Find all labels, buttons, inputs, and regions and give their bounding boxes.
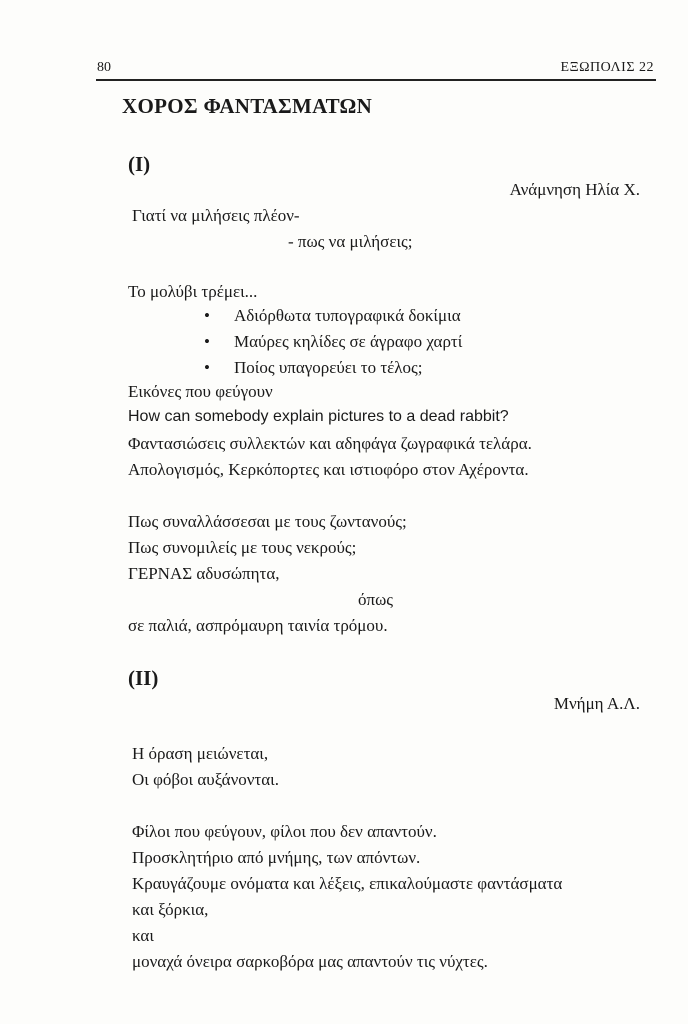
- page-number: 80: [97, 60, 111, 75]
- section-heading-2: (II): [128, 666, 159, 690]
- poem-line: How can somebody explain pictures to a dead rabbit?: [128, 408, 509, 425]
- poem-line: ΓΕΡΝΑΣ αδυσώπητα,: [128, 564, 280, 583]
- poem-line: Φαντασιώσεις συλλεκτών και αδηφάγα ζωγραφικά τελάρα.: [128, 434, 532, 453]
- bullet-text: Μαύρες κηλίδες σε άγραφο χαρτί: [234, 332, 463, 351]
- bullet-icon: •: [204, 332, 210, 351]
- bullet-text: Ποίος υπαγορεύει το τέλος;: [234, 358, 423, 377]
- poem-line: Το μολύβι τρέμει...: [128, 282, 258, 301]
- poem-line: Κραυγάζουμε ονόματα και λέξεις, επικαλούμαστε φαντάσματα: [132, 874, 563, 893]
- header-rule: [96, 79, 656, 81]
- poem-line: Γιατί να μιλήσεις πλέον-: [132, 206, 300, 225]
- poem-line: - πως να μιλήσεις;: [288, 232, 413, 251]
- bullet-item: [204, 358, 423, 378]
- bullet-text: Αδιόρθωτα τυπογραφικά δοκίμια: [234, 306, 461, 325]
- poem-line: όπως: [358, 590, 394, 609]
- bullet-icon: •: [204, 306, 210, 325]
- dedication-1: Ανάμνηση Ηλία Χ.: [509, 180, 640, 199]
- poem-title: ΧΟΡΟΣ ΦΑΝΤΑΣΜΑΤΩΝ: [122, 94, 373, 118]
- poem-line: Φίλοι που φεύγουν, φίλοι που δεν απαντούν.: [132, 822, 437, 841]
- poem-line: και ξόρκια,: [132, 900, 209, 919]
- bullet-item: [204, 306, 461, 326]
- poem-line: Η όραση μειώνεται,: [132, 744, 269, 763]
- poem-line: Οι φόβοι αυξάνονται.: [132, 770, 279, 789]
- poem-line: Προσκλητήριο από μνήμης, των απόντων.: [132, 848, 421, 867]
- running-head: ΕΞΩΠΟΛΙΣ 22: [560, 60, 654, 75]
- poem-line: Πως συνομιλείς με τους νεκρούς;: [128, 538, 357, 557]
- bullet-item: [204, 332, 462, 352]
- poem-line: Πως συναλλάσσεσαι με τους ζωντανούς;: [128, 512, 407, 531]
- dedication-2: Μνήμη Α.Λ.: [553, 694, 640, 713]
- poem-line: σε παλιά, ασπρόμαυρη ταινία τρόμου.: [128, 616, 388, 635]
- bullet-icon: •: [204, 358, 210, 377]
- section-heading-1: (I): [128, 152, 151, 176]
- poem-line: Εικόνες που φεύγουν: [128, 382, 273, 401]
- poem-line: και: [132, 926, 154, 945]
- poem-line: μοναχά όνειρα σαρκοβόρα μας απαντούν τις νύχτες.: [132, 952, 488, 971]
- poem-line: Απολογισμός, Κερκόπορτες και ιστιοφόρο στον Αχέροντα.: [128, 460, 529, 479]
